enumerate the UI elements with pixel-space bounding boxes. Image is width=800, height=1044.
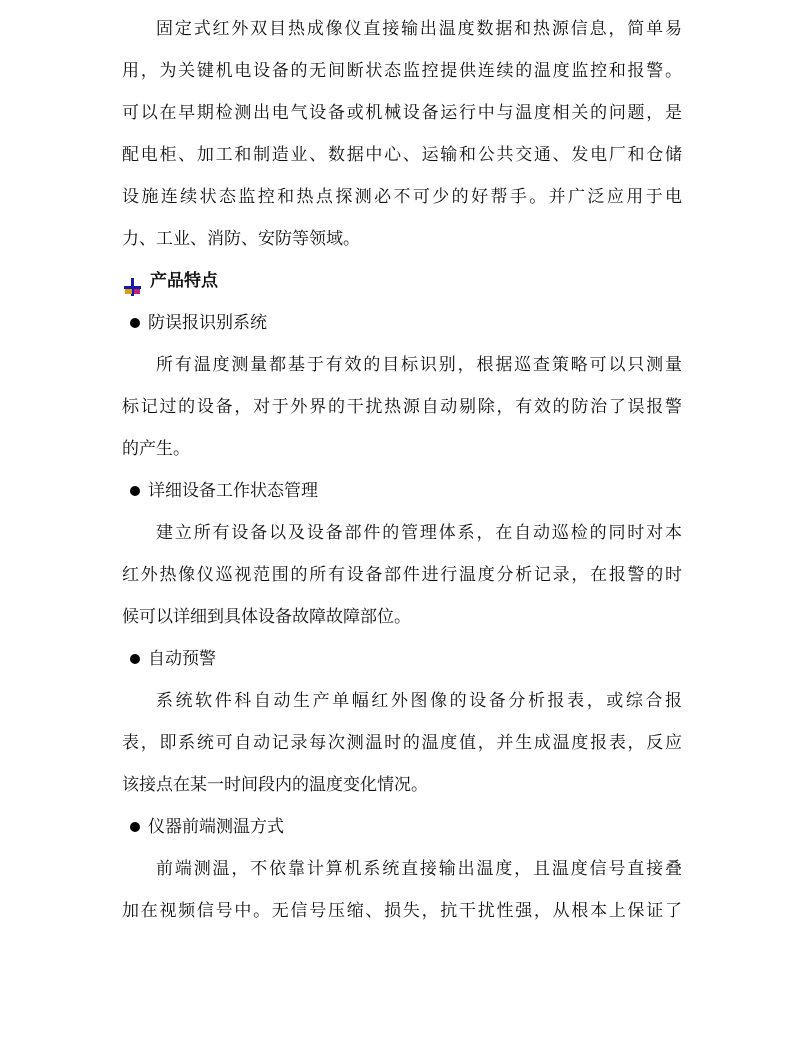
feature-title: 详细设备工作状态管理	[148, 481, 318, 501]
paragraph-line: 候可以详细到具体设备故障故障部位。	[122, 607, 411, 627]
intro-paragraph	[122, 8, 682, 260]
feature-block	[122, 302, 682, 470]
feature-title: 防误报识别系统	[148, 313, 267, 333]
document-page	[122, 8, 682, 932]
feature-block	[122, 806, 682, 932]
feature-title: 自动预警	[148, 649, 216, 669]
paragraph-line: 红外热像仪巡视范围的所有设备部件进行温度分析记录，在报警的时	[122, 565, 682, 585]
bullet-icon	[130, 318, 140, 328]
feature-heading	[122, 470, 682, 512]
feature-heading	[122, 806, 682, 848]
paragraph-line: 配电柜、加工和制造业、数据中心、运输和公共交通、发电厂和仓储	[122, 145, 682, 165]
bullet-icon	[130, 486, 140, 496]
section-heading	[122, 260, 682, 302]
paragraph-line: 用，为关键机电设备的无间断状态监控提供连续的温度监控和报警。	[122, 61, 682, 81]
arrow-marker-icon	[122, 271, 142, 291]
feature-block	[122, 638, 682, 806]
paragraph-line: 力、工业、消防、安防等领域。	[122, 229, 360, 249]
paragraph-line: 前端测温，不依靠计算机系统直接输出温度，且温度信号直接叠	[156, 859, 682, 879]
section-title: 产品特点	[150, 271, 218, 291]
feature-block	[122, 470, 682, 638]
paragraph-line: 表，即系统可自动记录每次测温时的温度值，并生成温度报表，反应	[122, 733, 682, 753]
feature-heading	[122, 302, 682, 344]
paragraph-line: 系统软件科自动生产单幅红外图像的设备分析报表，或综合报	[156, 691, 682, 711]
feature-title: 仪器前端测温方式	[148, 817, 284, 837]
paragraph-line: 标记过的设备，对于外界的干扰热源自动剔除，有效的防治了误报警	[122, 397, 682, 417]
feature-heading	[122, 638, 682, 680]
paragraph-line: 该接点在某一时间段内的温度变化情况。	[122, 775, 428, 795]
paragraph-line: 固定式红外双目热成像仪直接输出温度数据和热源信息，简单易	[156, 19, 682, 39]
bullet-icon	[130, 822, 140, 832]
paragraph-line: 的产生。	[122, 439, 190, 459]
paragraph-line: 建立所有设备以及设备部件的管理体系，在自动巡检的同时对本	[156, 523, 682, 543]
paragraph-line: 设施连续状态监控和热点探测必不可少的好帮手。并广泛应用于电	[122, 187, 682, 207]
paragraph-line: 加在视频信号中。无信号压缩、损失，抗干扰性强，从根本上保证了	[122, 901, 682, 921]
paragraph-line: 可以在早期检测出电气设备或机械设备运行中与温度相关的问题，是	[122, 103, 682, 123]
paragraph-line: 所有温度测量都基于有效的目标识别，根据巡查策略可以只测量	[156, 355, 682, 375]
bullet-icon	[130, 654, 140, 664]
